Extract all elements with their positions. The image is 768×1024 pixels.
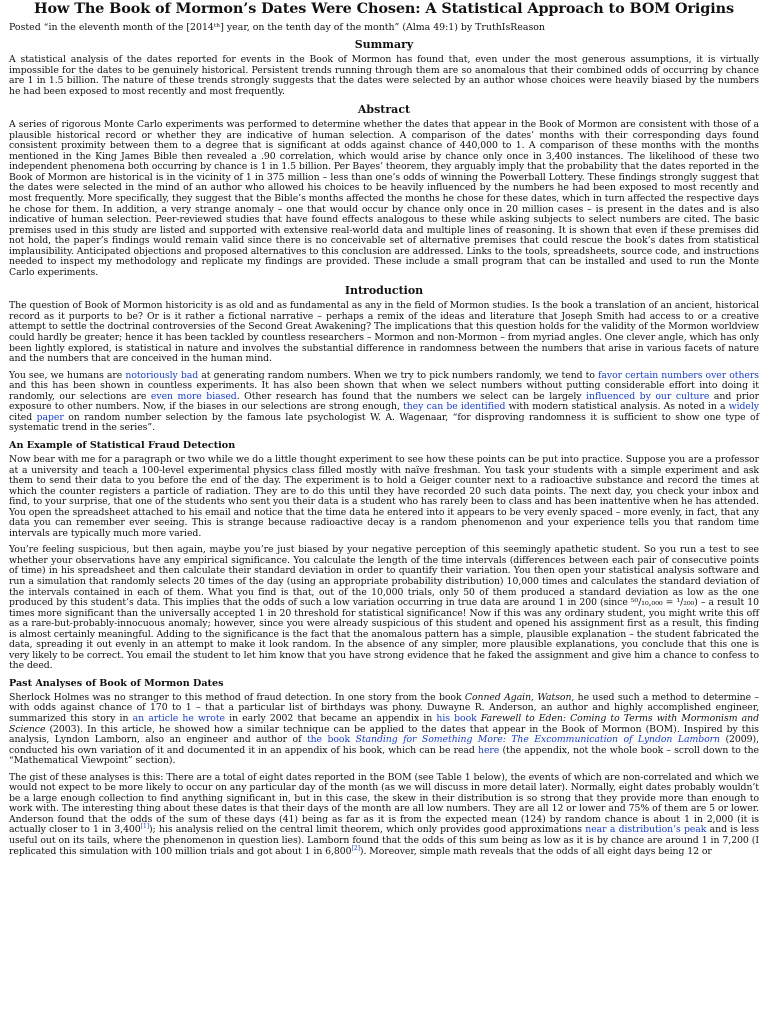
book-title-farewell-to-eden: Farewell to Eden: Coming to Terms with Mormonism and Science — [9, 712, 759, 735]
text-span: with modern statistical analysis. As noted in a — [505, 401, 729, 413]
footnote-link-1[interactable]: [1] — [140, 823, 150, 831]
link-the-book[interactable]: the book — [306, 734, 351, 746]
text-span: The gist of these analyses is this: There are a total of eight dates reported in the BOM (see Table 1 below), the events of which are non-correlated and which we would not expect to be more likely to occur on any particular day of the month (as we will discuss in more detail later). Normally, eight dates probably wouldn’t be a large enough collection to find anything significant in, but in this case, the skew in their distribution is so strong that they provide more than enough to work with. The interesting thing about these dates is that their days of the month are all low numbers. They are all 12 or lower and 75% of them are 5 or lower. Anderson found that the odds of the sum of these days (41) being as far as it is from the expected mean (124) by random chance is about 1 in 2,000 (it is actually closer to 1 in 3,400 — [9, 771, 759, 836]
link-article-he-wrote[interactable]: an article he wrote — [132, 712, 225, 724]
book-title-conned-again: Conned Again, Watson — [464, 691, 572, 703]
text-span: . Other research has found that the numbers we select can be largely — [236, 390, 587, 402]
posted-line: Posted “in the eleventh month of the [2014ᵗʰ] year, on the tenth day of the month” (Alma 49:1) by TruthIsReason — [9, 22, 545, 33]
footnote-link-2[interactable]: [2] — [351, 844, 360, 852]
summary-paragraph: A statistical analysis of the dates reported for events in the Book of Mormon has found that, even under the most generous assumptions, it is virtually impossible for the dates to be genuinely historical. Persistent trends running through them are so anomalous that their combined odds of occurring by chance are 1 in 1.5 billion. The nature of these trends strongly suggests that the dates were selected by an author whose choices were heavily biased by the numbers he had been exposed to most recently and most frequently. — [9, 54, 759, 97]
introduction-paragraph-1: The question of Book of Mormon historicity is as old and as fundamental as any in the field of Mormon studies. Is the book a translation of an ancient, historical record as it purports to be? Or is it rather a fictional narrative – perhaps a remix of the ideas and literature that Joseph Smith had access to or a creative attempt to settle the doctrinal controversies of the Second Great Awakening? The implications that this question holds for the validity of the Mormon worldview could hardly be greater; hence it has been tackled by countless researchers – Mormon and non-Mormon – from myriad angles. One clever angle, which has only been lightly explored, is statistical in nature and involves the substantial difference in randomness between the numbers that arise in various facets of nature and the numbers that are conceived in the human mind. — [9, 300, 760, 365]
link-his-book[interactable]: his book — [436, 712, 477, 724]
introduction-heading: Introduction — [344, 284, 424, 298]
link-here[interactable]: here — [478, 744, 500, 756]
link-can-be-identified[interactable]: they can be identified — [403, 401, 506, 413]
fraud-example-paragraph-2: You’re feeling suspicious, but then again, maybe you’re just biased by your negative perception of this seemingly apathetic student. So you run a test to see whether your observations have any empirical significance. You calculate the length of the time intervals (differences between each pair of consecutive points of time) in his spreadsheet and then calculate their standard deviation in order to quantify their variation. You then open your statistical analysis software and run a simulation that randomly selects 20 times of the day (using an appropriate probability distribution) 10,000 times and calculates the standard deviation of the intervals contained in each of them. What you find is that, out of the 10,000 trials, only 50 of them produced a standard deviation as low as the one produced by this student’s data. This implies that the odds of such a low variation occurring in true data are around 1 in 200 (since ⁵⁰/₁₀,₀₀₀ = ¹/₂₀₀) – a result 10 times more significant than the universally accepted 1 in 20 threshold for statistical significance! Now if this was any ordinary student, you might write this off as a rare-but-probably-innocuous anomaly; however, since you were already suspicious of this student and opened his assignment first as a result, this finding is almost certainly meaningful. Adding to the significance is the fact that the anomalous pattern has a simple, plausible explanation – the student fabricated the data, spreading it out evenly in an attempt to make it look random. In the absence of any simpler, more plausible explanations, you conclude that this one is very likely to be correct. You email the student to let him know that you have strong evidence that he faked the assignment and give him a chance to confess to the deed. — [9, 544, 759, 672]
text-span: in early 2002 that became an appendix in — [224, 712, 437, 724]
text-span: ); his analysis relied on the central limit theorem, which only provides good approximations — [149, 824, 586, 836]
link-notoriously-bad[interactable]: notoriously bad — [125, 369, 199, 381]
fraud-example-heading: An Example of Statistical Fraud Detection — [9, 439, 236, 451]
page-title: How The Book of Mormon’s Dates Were Chosen: A Statistical Approach to BOM Origins — [34, 0, 734, 17]
fraud-example-paragraph-1: Now bear with me for a paragraph or two while we do a little thought experiment to see how these points can be put into practice. Suppose you are a professor at a university and teach a 100-level experimental physics class filled mostly with naïve freshman. You task your students with a simple experiment and ask them to send their data to you before the end of the day. The experiment is to hold a Geiger counter next to a radioactive substance and record the times at which the counter registers a particle of radiation. They are to do this until they have recorded 20 such data points. The next day, you check your inbox and find, to your surprise, that one of the students who sent you their data is a student who has rarely been to class and has been inattentive when he has attended. You open the spreadsheet attached to his email and notice that the time data he entered into it appears to be very evenly spaced – more evenly, in fact, that any data you can remember ever seeing. This is strange because radioactive decay is a random phenomenon and your experience tells you that random time intervals are typically much more varied. — [9, 453, 759, 539]
link-near-distribution-peak[interactable]: near a distribution’s peak — [585, 824, 707, 836]
link-favor-certain-numbers[interactable]: favor certain numbers over others — [598, 369, 759, 381]
text-span: and is less useful out on its tails, where the phenomenon in question lies). Lamborn found that the odds of this sum being as low as it is by chance are around 1 in 7,200 (I replicated this simulation with 100 million trials and got about 1 in 6,800 — [9, 824, 759, 857]
summary-heading: Summary — [354, 38, 414, 51]
text-span: at generating random numbers. When we try to pick numbers randomly, we tend to — [198, 369, 598, 381]
abstract-paragraph: A series of rigorous Monte Carlo experiments was performed to determine whether the dates that appear in the Book of Mormon are consistent with those of a plausible historical record or whether they are indicative of human selection. A comparison of the dates’ months with their corresponding days found consistent proximity between them to a degree that is significant at odds against chance of 440,000 to 1. A comparison of these months with the months mentioned in the King James Bible then revealed a .90 correlation, which would arise by chance only once in 3,400 instances. The likelihood of these two independent phenomena both occurring by chance is 1 in 1.5 billion. Per Bayes’ theorem, they arguably imply that the probability that the dates reported in the Book of Mormon are historical is in the vicinity of 1 in 375 million – less than one’s odds of winning the Powerball Lottery. These findings strongly suggest that the dates were selected in the mind of an author who allowed his choices to be heavily influenced by the numbers he had been exposed to most recently and most frequently. More specifically, they suggest that the Bible’s months affected the months he chose for these dates, which in turn affected the respective days he chose for them. In addition, a very strange anomaly – one that would occur by chance only once in 20 million cases – is present in the dates and is also indicative of human selection. Peer-reviewed studies that have found effects analogous to these while asking subjects to select numbers are cited. The basic premises used in this study are listed and supported with extensive real-world data and multiple lines of reasoning. It is shown that even if these premises did not hold, the paper’s findings would remain valid since there is no conceivable set of alternative premises that could rescue the book’s dates from statistical implausibility. Anticipated objections and proposed alternatives to this conclusion are addressed. Links to the tools, spreadsheets, source code, and instructions needed to inspect my methodology and replicate my findings are provided. These include a small program that can be installed and used to run the Monte Carlo experiments. — [9, 119, 759, 278]
text-span: ). Moreover, simple math reveals that the odds of all eight days being 12 or — [359, 845, 712, 857]
text-span: (2003). In this article, he showed how a similar technique can be applied to the dates that appear in the Book of Mormon (BOM). Inspired by this analysis, Lyndon Lamborn, also an engineer and author of — [9, 723, 759, 746]
text-span: , he used such a method to determine – with odds against chance of 170 to 1 – that a particular list of birthdays was phony. Duwayne R. Anderson, an author and highly accomplished engineer, summarized this story in — [9, 691, 759, 724]
abstract-heading: Abstract — [357, 103, 411, 117]
introduction-paragraph-2 — [9, 371, 759, 434]
text-span: on random number selection by the famous late psychologist W. A. Wagenaar, “for disproving randomness it is sufficient to show one type of systematic trend in the series”. — [9, 411, 759, 434]
text-span: and this has been shown in countless experiments. It has also been shown that when we select numbers without putting considerable effort into doing it randomly, our selections are — [9, 380, 759, 402]
text-span: cited — [9, 411, 37, 423]
book-title-standing-for-something-more: Standing for Something More: The Excommunication of Lyndon Lamborn — [355, 734, 720, 746]
text-span: Sherlock Holmes was no stranger to this method of fraud detection. In one story from the book — [9, 691, 465, 703]
past-analyses-paragraph-1 — [9, 693, 759, 767]
text-span: You see, we humans are — [9, 369, 126, 381]
link-widely[interactable]: widely — [728, 401, 759, 413]
past-analyses-paragraph-2 — [9, 773, 759, 857]
text-span: (2009), conducted his own variation of it and documented it in an appendix of his book, which can be read — [9, 734, 759, 756]
past-analyses-heading: Past Analyses of Book of Mormon Dates — [9, 677, 224, 689]
text-span: and prior exposure to other numbers. Now, if the biases in our selections are strong enough, — [9, 390, 759, 413]
link-paper[interactable]: paper — [36, 411, 64, 423]
link-standing-for-something-more[interactable] — [356, 734, 720, 745]
link-even-more-biased[interactable]: even more biased — [150, 390, 237, 402]
text-span: (the appendix, not the whole book – scroll down to the “Mathematical Viewpoint” section). — [9, 744, 760, 767]
link-influenced-by-culture[interactable]: influenced by our culture — [586, 390, 710, 402]
